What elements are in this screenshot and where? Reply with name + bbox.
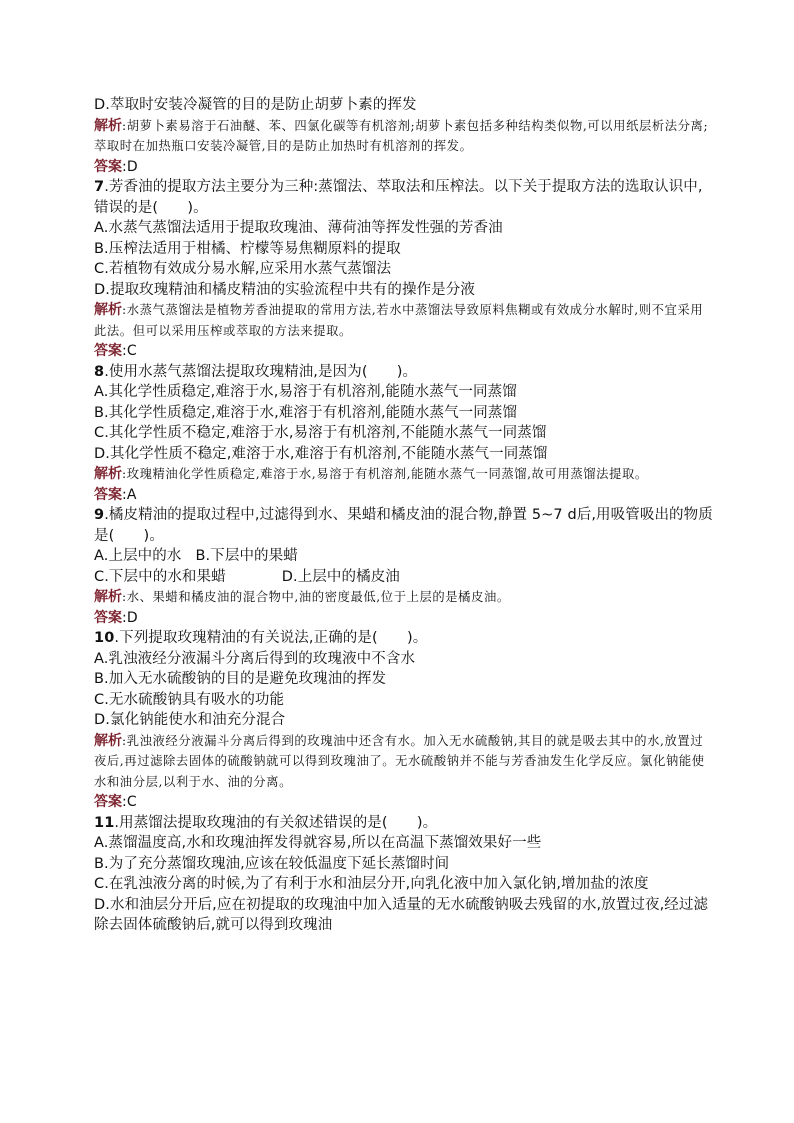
- answer-label: 答案: [94, 158, 122, 175]
- option-b: B.加入无水硫酸钠的目的是避免玫瑰油的挥发: [94, 671, 387, 687]
- explanation-label: 解析: [94, 117, 122, 134]
- explanation-label: 解析: [94, 466, 122, 482]
- question-stem: [94, 177, 714, 218]
- option-a: A.水蒸气蒸馏法适用于提取玫瑰油、薄荷油等挥发性强的芳香油: [94, 220, 503, 236]
- option-row: [94, 546, 714, 567]
- option-c: C.其化学性质不稳定,难溶于水,易溶于有机溶剂,不能随水蒸气一同蒸馏: [94, 425, 547, 441]
- option-b: B.压榨法适用于柑橘、柠檬等易焦糊原料的提取: [94, 240, 401, 257]
- explanation: [94, 464, 714, 485]
- question-number: 7: [94, 179, 105, 195]
- question-stem: [94, 813, 714, 834]
- explanation-label: 解析: [94, 302, 122, 318]
- option-d: D.提取玫瑰精油和橘皮精油的实验流程中共有的操作是分液: [94, 281, 475, 298]
- question-text: .用蒸馏法提取玫瑰油的有关叙述错误的是( )。: [114, 814, 438, 831]
- option-d: D.上层中的橘皮油: [281, 568, 400, 585]
- answer-label: 答案: [94, 486, 122, 503]
- option-a: A.上层中的水: [94, 548, 182, 564]
- option-d: D.氯化钠能使水和油充分混合: [94, 712, 286, 728]
- option-b: B.其化学性质稳定,难溶于水,难溶于有机溶剂,能随水蒸气一同蒸馏: [94, 404, 518, 421]
- answer: [94, 341, 714, 362]
- question-stem: [94, 505, 714, 546]
- question-number: 8: [94, 363, 105, 380]
- answer-value: :A: [122, 486, 137, 503]
- option-a: A.其化学性质稳定,难溶于水,易溶于有机溶剂,能随水蒸气一同蒸馏: [94, 384, 517, 400]
- option-d: D.水和油层分开后,应在初提取的玫瑰油中加入适量的无水硫酸钠吸去残留的水,放置过夜,经过滤除去固体硫酸钠后,就可以得到玫瑰油: [94, 896, 709, 933]
- answer: [94, 792, 714, 813]
- question-text: .下列提取玫瑰精油的有关说法,正确的是( )。: [114, 630, 428, 646]
- answer: [94, 608, 714, 629]
- answer: [94, 157, 714, 178]
- explanation-text: :乳浊液经分液漏斗分离后得到的玫瑰油中还含有水。加入无水硫酸钠,其目的就是吸去其中的水,放置过夜后,再过滤除去固体的硫酸钠就可以得到玫瑰油了。无水硫酸钠并不能与芳香油发生化学反应。氯化钠能使水和油分层,以利于水、油的分离。: [94, 733, 705, 789]
- option-row: [94, 567, 714, 588]
- document-body: [94, 95, 714, 936]
- answer-value: :C: [122, 794, 137, 810]
- question-number: 10: [94, 630, 115, 646]
- question-number: 11: [94, 814, 115, 831]
- explanation: [94, 731, 714, 793]
- answer-value: :D: [122, 609, 138, 626]
- explanation: [94, 300, 714, 341]
- answer-value: :D: [122, 158, 138, 175]
- option-b: B.下层中的果蜡: [195, 548, 298, 564]
- question-text: .使用水蒸气蒸馏法提取玫瑰精油,是因为( )。: [104, 363, 418, 380]
- answer-label: 答案: [94, 794, 122, 810]
- answer-label: 答案: [94, 609, 122, 626]
- option-c: C.无水硫酸钠具有吸水的功能: [94, 691, 285, 708]
- explanation-text: :玫瑰精油化学性质稳定,难溶于水,易溶于有机溶剂,能随水蒸气一同蒸馏,故可用蒸馏法提取。: [122, 467, 648, 481]
- question-text: .橘皮精油的提取过程中,过滤得到水、果蜡和橘皮油的混合物,静置 5~7 d后,用吸管吸出的物质是( )。: [94, 507, 713, 544]
- explanation: [94, 116, 714, 157]
- explanation-text: :胡萝卜素易溶于石油醚、苯、四氯化碳等有机溶剂;胡萝卜素包括多种结构类似物,可以用纸层析法分离;萃取时在加热瓶口安装冷凝管,目的是防止加热时有机溶剂的挥发。: [94, 118, 709, 153]
- explanation-label: 解析: [94, 589, 122, 605]
- explanation-text: :水蒸气蒸馏法是植物芳香油提取的常用方法,若水中蒸馏法导致原料焦糊或有效成分水解时,则不宜采用此法。但可以采用压榨或萃取的方法来提取。: [94, 303, 704, 338]
- option-b: B.为了充分蒸馏玫瑰油,应该在较低温度下延长蒸馏时间: [94, 855, 450, 872]
- option-d: D.萃取时安装冷凝管的目的是防止胡萝卜素的挥发: [94, 97, 417, 113]
- question-stem: [94, 362, 714, 383]
- answer: [94, 485, 714, 506]
- option-c: C.若植物有效成分易水解,应采用水蒸气蒸馏法: [94, 261, 392, 277]
- answer-label: 答案: [94, 343, 122, 359]
- question-text: .芳香油的提取方法主要分为三种:蒸馏法、萃取法和压榨法。以下关于提取方法的选取认识中,错误的是( )。: [94, 179, 703, 216]
- question-stem: [94, 628, 714, 649]
- option-a: A.蒸馏温度高,水和玫瑰油挥发得就容易,所以在高温下蒸馏效果好一些: [94, 835, 542, 851]
- option-c: C.在乳浊液分离的时候,为了有利于水和油层分开,向乳化液中加入氯化钠,增加盐的浓度: [94, 876, 649, 892]
- option-a: A.乳浊液经分液漏斗分离后得到的玫瑰液中不含水: [94, 650, 416, 667]
- explanation: [94, 587, 714, 608]
- answer-value: :C: [122, 343, 137, 359]
- option-c: C.下层中的水和果蜡: [94, 568, 226, 585]
- explanation-text: :水、果蜡和橘皮油的混合物中,油的密度最低,位于上层的是橘皮油。: [122, 590, 510, 604]
- option-d: D.其化学性质不稳定,难溶于水,难溶于有机溶剂,不能随水蒸气一同蒸馏: [94, 445, 548, 462]
- explanation-label: 解析: [94, 732, 122, 749]
- question-number: 9: [94, 507, 105, 523]
